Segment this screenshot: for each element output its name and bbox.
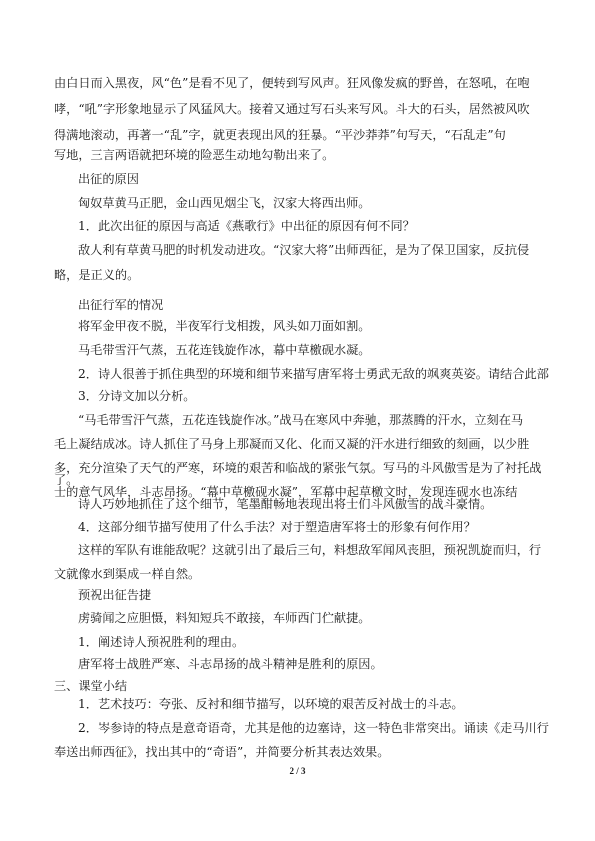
section-heading: 三、课堂小结 — [54, 679, 128, 693]
poem-line: 匈奴草黄马正肥，金山西见烟尘飞，汉家大将西出师。 — [78, 196, 371, 210]
poem-line: 将军金甲夜不脱，半夜军行戈相拨，风头如刀面如割。 — [78, 319, 371, 333]
answer-line: 了。 — [54, 473, 79, 487]
page-number: 2 / 3 — [289, 766, 306, 776]
answer-line: 文就像水到渠成一样自然。 — [54, 567, 201, 581]
text-line: 哮，“吼”字形象地显示了风猛风大。接着又通过写石头来写风。斗大的石头，居然被风吹 — [54, 102, 530, 116]
summary-line: 奉送出师西征》，找出其中的“奇语”，并简要分析其表达效果。 — [54, 745, 390, 759]
answer-line: 诗人巧妙地抓住了这个细节，笔墨酣畅地表现出将士们斗风傲雪的战斗豪情。 — [78, 497, 493, 511]
question-line: 2．诗人很善于抓住典型的环境和细节来描写唐军将士勇武无敌的飒爽英姿。请结合此部 — [78, 367, 549, 381]
text-line: 写地，三言两语就把环境的险恶生动地勾勒出来了。 — [54, 148, 335, 162]
answer-line: 士的意气风华，斗志昂扬。“幕中草檄砚水凝”，军幕中起草檄文时，发现连砚水也冻结 — [54, 485, 518, 499]
section-heading: 预祝出征告捷 — [78, 588, 152, 602]
question-line: 1．此次出征的原因与高适《燕歌行》中出征的原因有何不同？ — [78, 219, 415, 233]
answer-line: 略，是正义的。 — [54, 268, 140, 282]
text-line: 由白日而入黑夜，风“色”是看不见了，便转到写风声。狂风像发疯的野兽，在怒吼，在咆 — [54, 76, 530, 90]
poem-line: 马毛带雪汗气蒸，五花连钱旋作冰，幕中草檄砚水凝。 — [78, 343, 371, 357]
summary-line: 2．岑参诗的特点是意奇语奇，尤其是他的边塞诗，这一特色非常突出。诵读《走马川行 — [78, 721, 549, 735]
text-line: 得满地滚动，再著一“乱”字，就更表现出风的狂暴。“平沙莽莽”句写天，“石乱走”句 — [54, 128, 506, 142]
summary-line: 1．艺术技巧：夸张、反衬和细节描写，以环境的艰苦反衬战士的斗志。 — [78, 697, 464, 711]
answer-line: 毛上凝结成冰。诗人抓住了马身上那凝而又化、化而又凝的汗水进行细致的刻画，以少胜 — [54, 437, 530, 451]
question-line: 3．分诗文加以分析。 — [78, 389, 196, 403]
section-heading: 出征行军的情况 — [78, 298, 164, 312]
answer-line: 这样的军队有谁能敌呢？这就引出了最后三句，料想敌军闻风丧胆，预祝凯旋而归，行 — [78, 543, 542, 557]
answer-line: 敌人利有草黄马肥的时机发动进攻。“汉家大将”出师西征，是为了保卫国家，反抗侵 — [78, 243, 530, 257]
answer-line: 唐军将士战胜严寒、斗志昂扬的战斗精神是胜利的原因。 — [78, 657, 383, 671]
section-heading: 出征的原因 — [78, 172, 139, 186]
question-line: 1．阐述诗人预祝胜利的理由。 — [78, 635, 245, 649]
question-line: 4．这部分细节描写使用了什么手法？对于塑造唐军将士的形象有何作用？ — [78, 520, 476, 534]
answer-line: 多，充分渲染了天气的严寒，环境的艰苦和临战的紧张气氛。写马的斗风傲雪是为了衬托战 — [54, 461, 542, 475]
answer-line: “马毛带雪汗气蒸，五花连钱旋作冰。”战马在寒风中奔驰，那蒸腾的汗水，立刻在马 — [78, 413, 524, 427]
poem-line: 虏骑闻之应胆慑，料知短兵不敢接，车师西门伫献捷。 — [78, 611, 371, 625]
